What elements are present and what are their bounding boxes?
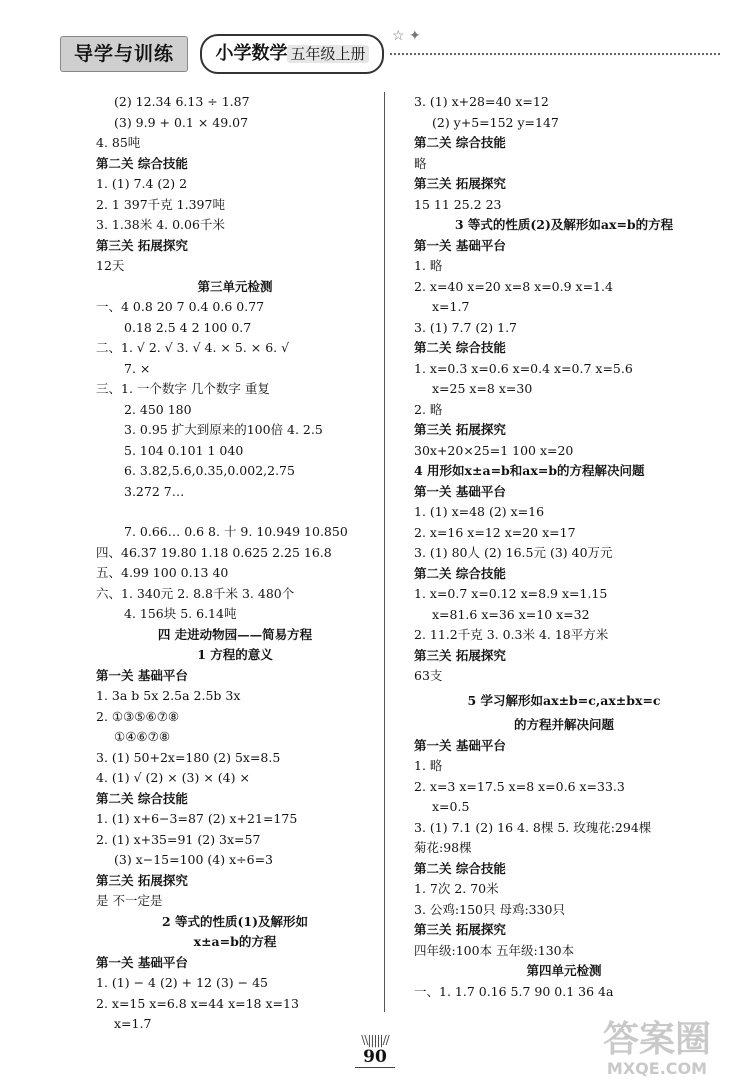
answer-line: 1. 略 (414, 758, 443, 773)
watermark-url: MXQE.COM (606, 1059, 708, 1078)
column-divider (384, 92, 385, 1012)
answer-line: 菊花:98棵 (414, 840, 472, 855)
answer-line: 6. 3.82,5.6,0.35,0.002,2.75 (124, 463, 295, 478)
answer-line: 4. 85吨 (96, 135, 141, 150)
answer-line: 2. 1 397千克 1.397吨 (96, 196, 225, 212)
unit-test-title: 第三单元检测 (197, 278, 273, 294)
lesson-title: 3 等式的性质(2)及解形如ax=b的方程 (454, 217, 674, 232)
section-heading: 第三关 拓展探究 (96, 872, 188, 888)
answer-line: 3. (1) 80人 (2) 16.5元 (3) 40万元 (414, 545, 613, 560)
unit-test-title: 第四单元检测 (526, 963, 602, 978)
answer-line: 二、1. √ 2. √ 3. √ 4. × 5. × 6. √ (96, 340, 290, 355)
answer-line: 四年级:100本 五年级:130本 (414, 942, 575, 958)
book-main-title: 小学数学 (215, 43, 288, 64)
star-icon: ☆ ✦ (392, 28, 421, 44)
section-heading: 第一关 基础平台 (96, 954, 188, 970)
answer-line: 30x+20×25=1 100 x=20 (414, 442, 574, 458)
sun-rays-icon: \\|||||// (361, 1033, 389, 1047)
section-heading: 第三关 拓展探究 (414, 922, 506, 937)
answer-line: 3. 0.95 扩大到原来的100倍 4. 2.5 (124, 422, 323, 437)
answer-line: 15 11 25.2 23 (414, 196, 502, 212)
answer-line: 3. (1) 7.7 (2) 1.7 (414, 319, 517, 335)
section-heading: 第三关 拓展探究 (414, 176, 506, 191)
answer-line: 3. (1) 50+2x=180 (2) 5x=8.5 (96, 749, 281, 765)
answer-line: 1. (1) x=48 (2) x=16 (414, 504, 545, 519)
answer-line: 是 不一定是 (96, 893, 163, 908)
lesson-title: 1 方程的意义 (197, 647, 273, 662)
answer-line: 一、1. 1.7 0.16 5.7 90 0.1 36 4a (414, 983, 614, 999)
answer-line: 2. 略 (414, 401, 443, 417)
answer-line: 3. (1) x+28=40 x=12 (414, 94, 549, 109)
series-title: 导学与训练 (60, 36, 188, 72)
left-column (96, 92, 374, 1035)
answer-line: 1. x=0.7 x=0.12 x=8.9 x=1.15 (414, 586, 608, 601)
book-grade: 五年级上册 (287, 45, 368, 63)
answer-line: 略 (414, 155, 427, 171)
header-dotted-rule (390, 53, 720, 55)
answer-line: 一、4 0.8 20 7 0.4 0.6 0.77 (96, 299, 265, 314)
section-heading: 第二关 综合技能 (96, 790, 188, 806)
answer-line: 2. x=3 x=17.5 x=8 x=0.6 x=33.3 (414, 778, 625, 794)
section-heading: 第二关 综合技能 (414, 135, 506, 150)
answer-line: ①④⑥⑦⑧ (114, 729, 171, 744)
answer-line: 2. x=40 x=20 x=8 x=0.9 x=1.4 (414, 278, 613, 294)
section-heading: 第三关 拓展探究 (96, 237, 188, 253)
answer-line: 2. (1) x+35=91 (2) 3x=57 (96, 831, 261, 847)
lesson-title: 2 等式的性质(1)及解形如 (161, 913, 309, 929)
answer-line: x=0.5 (432, 799, 470, 814)
answer-line: 2. 450 180 (124, 401, 192, 417)
answer-line: 1. (1) − 4 (2) + 12 (3) − 45 (96, 975, 268, 990)
lesson-title: 5 学习解形如ax±b=c,ax±bx=c (467, 692, 661, 708)
answer-line: 4. (1) √ (2) × (3) × (4) × (96, 770, 250, 785)
lesson-title-cont: 的方程并解决问题 (513, 717, 614, 732)
section-heading: 第二关 综合技能 (96, 155, 188, 171)
right-column (414, 92, 714, 1002)
answer-line: (3) 9.9 + 0.1 × 49.07 (114, 114, 249, 130)
answer-line: 5. 104 0.101 1 040 (124, 442, 244, 458)
section-heading: 第三关 拓展探究 (414, 422, 506, 437)
answer-line: 2. 11.2千克 3. 0.3米 4. 18平方米 (414, 627, 609, 642)
answer-line: 12天 (96, 258, 125, 273)
page-header (60, 28, 720, 78)
answer-line: 1. 7次 2. 70米 (414, 881, 499, 896)
book-title (200, 34, 384, 74)
answer-line: 0.18 2.5 4 2 100 0.7 (124, 319, 252, 335)
answer-line: 3. 1.38米 4. 0.06千米 (96, 217, 225, 232)
answer-line: 3. (1) 7.1 (2) 16 4. 8棵 5. 玫瑰花:294棵 (414, 819, 652, 835)
answer-line: 2. ①③⑤⑥⑦⑧ (96, 708, 180, 724)
page-number-rule (355, 1067, 395, 1068)
answer-line: 4. 156块 5. 6.14吨 (124, 606, 237, 621)
answer-line: 三、1. 一个数字 几个数字 重复 (96, 381, 270, 396)
answer-line: (2) 12.34 6.13 ÷ 1.87 (114, 94, 250, 109)
page-number: 90 (363, 1047, 387, 1067)
section-heading: 第一关 基础平台 (96, 667, 188, 683)
answer-line: 1. (1) 7.4 (2) 2 (96, 176, 188, 191)
answer-line: 五、4.99 100 0.13 40 (96, 565, 229, 580)
section-heading: 第三关 拓展探究 (414, 647, 506, 663)
answer-line: (3) x−15=100 (4) x÷6=3 (114, 852, 273, 867)
lesson-title-cont: x±a=b的方程 (193, 934, 277, 949)
answer-line: x=81.6 x=36 x=10 x=32 (432, 606, 590, 622)
answer-line: 3. 公鸡:150只 母鸡:330只 (414, 901, 566, 917)
answer-line: 1. 略 (414, 258, 443, 273)
answer-line: 2. x=15 x=6.8 x=44 x=18 x=13 (96, 995, 299, 1011)
answer-line: 六、1. 340元 2. 8.8千米 3. 480个 (96, 585, 295, 601)
answer-line: 1. 3a b 5x 2.5a 2.5b 3x (96, 688, 241, 703)
answer-line: 1. x=0.3 x=0.6 x=0.4 x=0.7 x=5.6 (414, 360, 633, 376)
answer-line: 7. × (124, 360, 151, 376)
lesson-title: 4 用形如x±a=b和ax=b的方程解决问题 (414, 463, 645, 478)
section-heading: 第一关 基础平台 (414, 737, 506, 753)
answer-line: 四、46.37 19.80 1.18 0.625 2.25 16.8 (96, 544, 332, 560)
answer-line: x=1.7 (432, 299, 470, 314)
watermark-logo: 答案圈 (602, 1019, 711, 1060)
answer-line: 1. (1) x+6−3=87 (2) x+21=175 (96, 811, 298, 826)
answer-line: x=25 x=8 x=30 (432, 381, 533, 396)
section-heading: 第二关 综合技能 (414, 860, 506, 876)
section-heading: 第一关 基础平台 (414, 483, 506, 499)
section-heading: 第二关 综合技能 (414, 565, 506, 581)
answer-line: x=1.7 (114, 1016, 152, 1031)
answer-line: (2) y+5=152 y=147 (432, 114, 559, 130)
page-number-ornament (345, 1033, 405, 1073)
answer-line: 63支 (414, 668, 443, 683)
answer-line: 3.272 7… (124, 483, 185, 499)
unit-title: 四 走进动物园——简易方程 (157, 626, 313, 642)
watermark (572, 1020, 742, 1080)
answer-line: 2. x=16 x=12 x=20 x=17 (414, 524, 576, 540)
section-heading: 第一关 基础平台 (414, 237, 506, 253)
answer-line: 7. 0.66… 0.6 8. 十 9. 10.949 10.850 (124, 524, 348, 539)
section-heading: 第二关 综合技能 (414, 340, 506, 355)
